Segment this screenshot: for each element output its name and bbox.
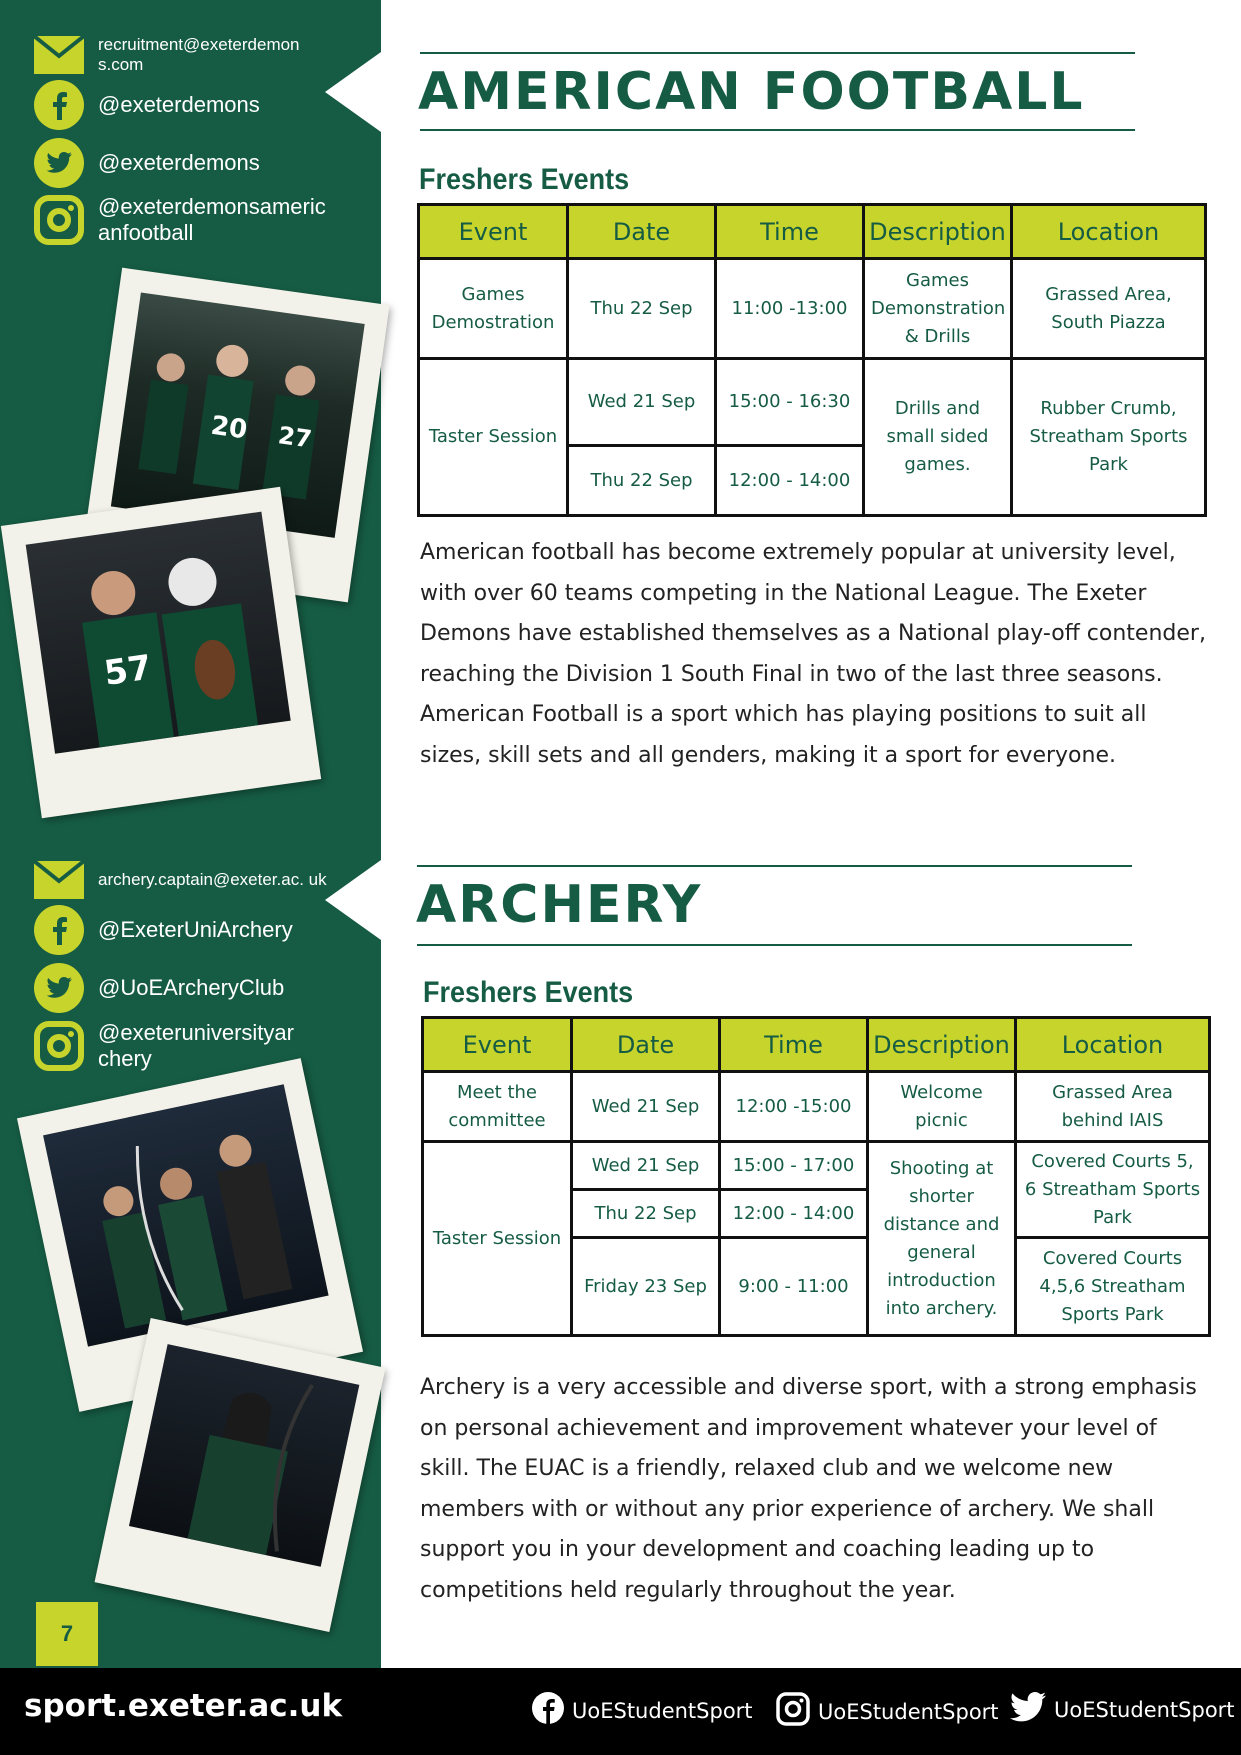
page-number: 7 bbox=[36, 1602, 98, 1666]
cell-date: Wed 21 Sep bbox=[572, 1072, 720, 1142]
cell-location: Grassed Area behind IAIS bbox=[1016, 1072, 1210, 1142]
title-rule-top bbox=[420, 52, 1135, 54]
archery-twitter[interactable]: @UoEArcheryClub bbox=[98, 975, 285, 1000]
header-event: Event bbox=[419, 205, 568, 259]
cell-time: 12:00 -15:00 bbox=[720, 1072, 868, 1142]
footer bbox=[0, 1668, 1241, 1755]
football-email[interactable]: recruitment@exeterdemon s.com bbox=[98, 35, 300, 74]
title-rule-top bbox=[417, 865, 1132, 867]
football-title: AMERICAN FOOTBALL bbox=[418, 62, 1085, 122]
archery-facebook[interactable]: @ExeterUniArchery bbox=[98, 917, 293, 942]
archery-instagram[interactable]: @exeteruniversityar chery bbox=[98, 1020, 294, 1071]
header-location: Location bbox=[1016, 1018, 1210, 1072]
football-instagram-contact[interactable] bbox=[34, 194, 358, 246]
football-twitter[interactable]: @exeterdemons bbox=[98, 150, 260, 175]
archery-events-table bbox=[421, 1016, 1211, 1337]
table-header-row bbox=[419, 205, 1206, 259]
cell-location: Grassed Area, South Piazza bbox=[1012, 259, 1206, 359]
header-time: Time bbox=[720, 1018, 868, 1072]
football-facebook[interactable]: @exeterdemons bbox=[98, 92, 260, 117]
cell-location: Covered Courts 4,5,6 Streatham Sports Park bbox=[1016, 1238, 1210, 1336]
football-twitter-contact[interactable] bbox=[34, 138, 260, 188]
archery-twitter-contact[interactable] bbox=[34, 963, 284, 1013]
archery-facebook-contact[interactable] bbox=[34, 905, 293, 955]
mail-icon bbox=[34, 855, 84, 905]
cell-time: 12:00 - 14:00 bbox=[720, 1190, 868, 1238]
cell-description: Drills and small sided games. bbox=[864, 359, 1012, 516]
football-description: American football has become extremely popular at university level, with over 60 teams competing in the National League. The Exeter Demons have established themselves as a National play-off contender, reaching the Division 1 South Final in two of the last three seasons. American Football is a sport which has playing positions to suit all sizes, skill sets and all genders, making it a sport for everyone. bbox=[420, 540, 1206, 768]
cell-date: Wed 21 Sep bbox=[572, 1142, 720, 1190]
instagram-icon bbox=[34, 195, 84, 245]
cell-time: 11:00 -13:00 bbox=[716, 259, 864, 359]
header-event: Event bbox=[423, 1018, 572, 1072]
archery-email-contact[interactable] bbox=[34, 855, 348, 905]
mail-icon bbox=[34, 30, 84, 80]
footer-twitter[interactable] bbox=[1010, 1692, 1235, 1727]
footer-facebook-label[interactable]: UoEStudentSport bbox=[572, 1698, 753, 1723]
cell-description: Games Demonstration & Drills bbox=[864, 259, 1012, 359]
footer-instagram[interactable] bbox=[776, 1692, 999, 1731]
footer-twitter-label[interactable]: UoEStudentSport bbox=[1054, 1697, 1235, 1722]
table-header-row bbox=[423, 1018, 1210, 1072]
cell-date: Wed 21 Sep bbox=[568, 359, 716, 446]
table-row bbox=[423, 1072, 1210, 1142]
cell-description: Welcome picnic bbox=[868, 1072, 1016, 1142]
header-date: Date bbox=[568, 205, 716, 259]
football-events-table bbox=[417, 203, 1207, 517]
cell-event: Taster Session bbox=[423, 1142, 572, 1336]
facebook-icon bbox=[532, 1692, 572, 1729]
archery-email[interactable]: archery.captain@exeter.ac. uk bbox=[98, 870, 327, 889]
cell-date: Thu 22 Sep bbox=[568, 446, 716, 516]
header-time: Time bbox=[716, 205, 864, 259]
cell-date: Thu 22 Sep bbox=[572, 1190, 720, 1238]
cell-location: Covered Courts 5, 6 Streatham Sports Park bbox=[1016, 1142, 1210, 1238]
archery-subtitle: Freshers Events bbox=[423, 976, 634, 1009]
table-row bbox=[419, 259, 1206, 359]
archery-title: ARCHERY bbox=[416, 875, 703, 935]
footer-instagram-label[interactable]: UoEStudentSport bbox=[818, 1699, 999, 1724]
twitter-icon bbox=[1010, 1692, 1054, 1727]
cell-time: 12:00 - 14:00 bbox=[716, 446, 864, 516]
svg-text:20: 20 bbox=[208, 410, 250, 446]
title-rule-bottom bbox=[420, 129, 1135, 131]
instagram-icon bbox=[34, 1021, 84, 1071]
football-facebook-contact[interactable] bbox=[34, 80, 260, 130]
football-email-contact[interactable] bbox=[34, 30, 348, 80]
twitter-icon bbox=[34, 963, 84, 1013]
cell-event: Taster Session bbox=[419, 359, 568, 516]
cell-time: 9:00 - 11:00 bbox=[720, 1238, 868, 1336]
title-rule-bottom bbox=[417, 944, 1132, 946]
facebook-icon bbox=[34, 905, 84, 955]
facebook-icon bbox=[34, 80, 84, 130]
header-location: Location bbox=[1012, 205, 1206, 259]
footer-site-link[interactable]: sport.exeter.ac.uk bbox=[24, 1688, 343, 1724]
archery-description: Archery is a very accessible and diverse sport, with a strong emphasis on personal achievement and improvement whatever your level of skill. The EUAC is a friendly, relaxed club and we welcome new members with or without any prior experience of archery. We shall support you in your development and coaching leading up to competitions held regularly throughout the year. bbox=[420, 1375, 1197, 1603]
header-description: Description bbox=[868, 1018, 1016, 1072]
table-row bbox=[419, 359, 1206, 446]
instagram-icon bbox=[776, 1692, 818, 1731]
cell-time: 15:00 - 17:00 bbox=[720, 1142, 868, 1190]
twitter-icon bbox=[34, 138, 84, 188]
header-date: Date bbox=[572, 1018, 720, 1072]
header-description: Description bbox=[864, 205, 1012, 259]
cell-description: Shooting at shorter distance and general introduction into archery. bbox=[868, 1142, 1016, 1336]
sidebar bbox=[0, 0, 381, 1668]
footer-facebook[interactable] bbox=[532, 1692, 753, 1729]
football-players-photo bbox=[1, 487, 321, 818]
cell-date: Friday 23 Sep bbox=[572, 1238, 720, 1336]
table-row bbox=[423, 1142, 1210, 1190]
cell-location: Rubber Crumb, Streatham Sports Park bbox=[1012, 359, 1206, 516]
svg-text:27: 27 bbox=[276, 421, 314, 454]
cell-date: Thu 22 Sep bbox=[568, 259, 716, 359]
cell-event: Games Demostration bbox=[419, 259, 568, 359]
svg-text:57: 57 bbox=[101, 647, 155, 694]
football-instagram[interactable]: @exeterdemonsameric anfootball bbox=[98, 194, 326, 245]
cell-time: 15:00 - 16:30 bbox=[716, 359, 864, 446]
cell-event: Meet the committee bbox=[423, 1072, 572, 1142]
football-subtitle: Freshers Events bbox=[419, 163, 630, 196]
